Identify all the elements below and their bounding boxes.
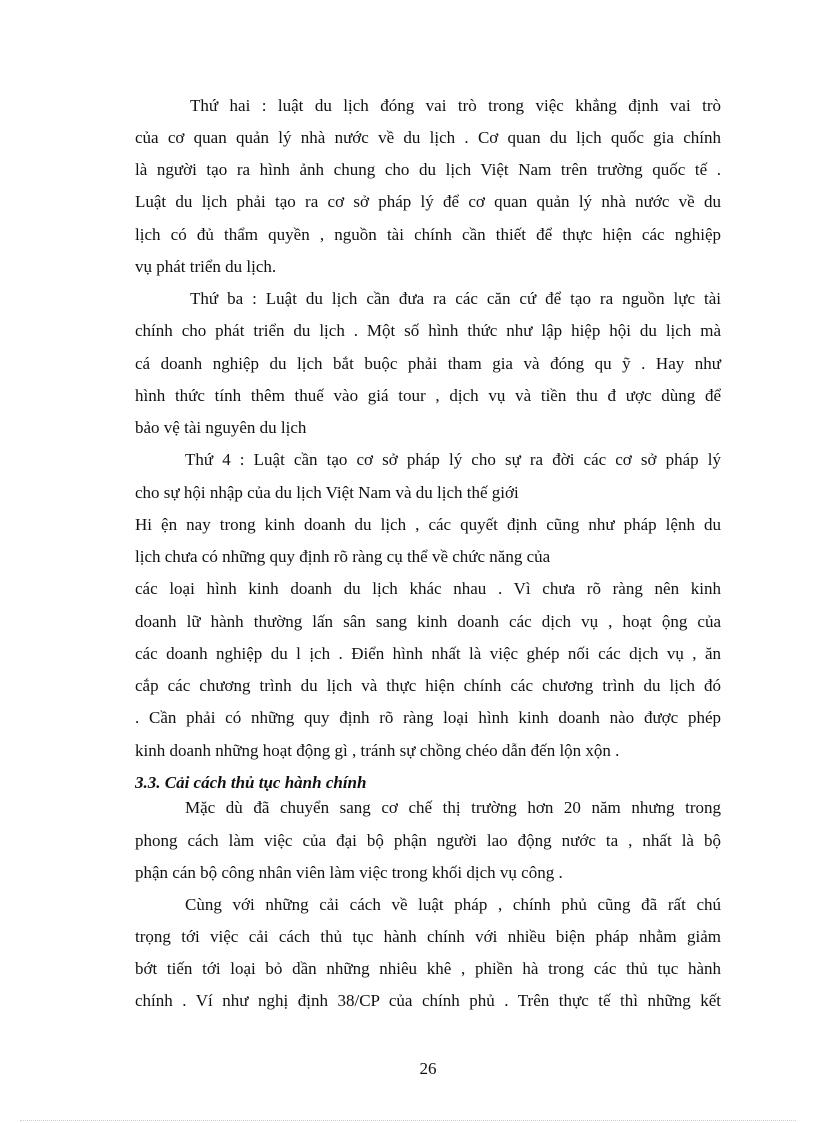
paragraph-line: Thứ hai : luật du lịch đóng vai trò trong việc khẳng định vai trò <box>190 96 721 115</box>
paragraph-line: cắp các chương trình du lịch và thực hiện chính các chương trình du lịch đó <box>135 676 721 695</box>
paragraph-line: cho sự hội nhập của du lịch Việt Nam và du lịch thế giới <box>135 483 519 502</box>
paragraph-line: lịch chưa có những quy định rõ ràng cụ thể về chức năng của <box>135 547 551 566</box>
section-heading: 3.3. Cải cách thủ tục hành chính <box>135 773 367 792</box>
paragraph-line: các doanh nghiệp du l ịch . Điển hình nhất là việc ghép nối các dịch vụ , ăn <box>135 644 721 663</box>
paragraph-line: Thứ ba : Luật du lịch cần đưa ra các căn cứ để tạo ra nguồn lực tài <box>190 289 721 308</box>
paragraph-line: phận cán bộ công nhân viên làm việc trong khối dịch vụ công . <box>135 863 563 882</box>
paragraph-line: vụ phát triển du lịch. <box>135 257 277 276</box>
paragraph-line: bớt tiến tới loại bỏ dần những nhiêu khê , phiền hà trong các thủ tục hành <box>135 959 721 978</box>
paragraph-line: Thứ 4 : Luật cần tạo cơ sở pháp lý cho sự ra đời các cơ sở pháp lý <box>185 450 721 469</box>
paragraph-line: doanh lữ hành thường lấn sân sang kinh doanh các dịch vụ , hoạt ộng của <box>135 612 721 631</box>
paragraph-line: kinh doanh những hoạt động gì , tránh sự chồng chéo dẫn đến lộn xộn . <box>135 741 620 760</box>
paragraph-line: là người tạo ra hình ảnh chung cho du lịch Việt Nam trên trường quốc tế . <box>135 160 721 179</box>
paragraph-line: của cơ quan quản lý nhà nước về du lịch . Cơ quan du lịch quốc gia chính <box>135 128 721 147</box>
paragraph-line: Cùng với những cải cách về luật pháp , chính phủ cũng đã rất chú <box>185 895 721 914</box>
paragraph-line: cá doanh nghiệp du lịch bắt buộc phải tham gia và đóng qu ỹ . Hay như <box>135 354 721 373</box>
paragraph-line: trọng tới việc cải cách thủ tục hành chính với nhiều biện pháp nhằm giảm <box>135 927 721 946</box>
paragraph-line: Mặc dù đã chuyển sang cơ chế thị trường hơn 20 năm nhưng trong <box>185 798 721 817</box>
paragraph-line: Luật du lịch phải tạo ra cơ sở pháp lý để cơ quan quản lý nhà nước về du <box>135 192 721 211</box>
paragraph-line: . Cần phải có những quy định rõ ràng loại hình kinh doanh nào được phép <box>135 708 721 727</box>
paragraph-line: Hi ện nay trong kinh doanh du lịch , các quyết định cũng như pháp lệnh du <box>135 515 721 534</box>
footer-divider <box>20 1120 796 1121</box>
paragraph-line: các loại hình kinh doanh du lịch khác nhau . Vì chưa rõ ràng nên kinh <box>135 579 721 598</box>
page-number: 26 <box>419 1059 437 1078</box>
paragraph-line: lịch có đủ thẩm quyền , nguồn tài chính cần thiết để thực hiện các nghiệp <box>135 225 721 244</box>
paragraph-line: hình thức tính thêm thuế vào giá tour , dịch vụ và tiền thu đ ược dùng để <box>135 386 721 405</box>
paragraph-line: bảo vệ tài nguyên du lịch <box>135 418 307 437</box>
paragraph-line: chính cho phát triển du lịch . Một số hình thức như lập hiệp hội du lịch mà <box>135 321 721 340</box>
paragraph-line: phong cách làm việc của đại bộ phận người lao động nước ta , nhất là bộ <box>135 831 721 850</box>
paragraph-line: chính . Ví như nghị định 38/CP của chính phủ . Trên thực tế thì những kết <box>135 991 721 1010</box>
